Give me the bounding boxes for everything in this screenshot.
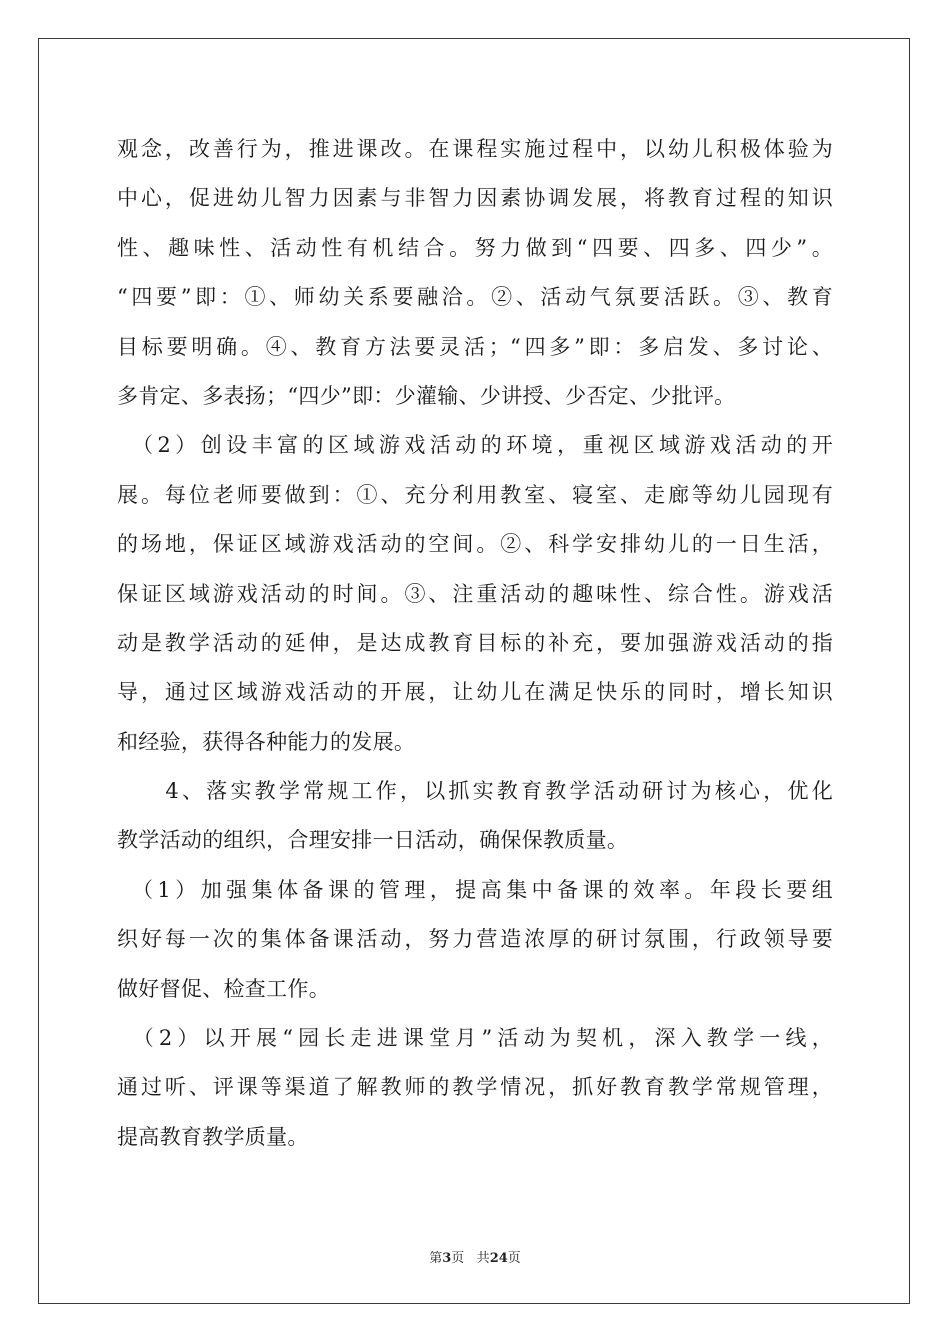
paragraph [117,125,833,421]
text-line: 4、落实教学常规工作，以抓实教育教学活动研讨为核心，优化 [117,779,833,804]
text-line: 通过听、评课等渠道了解教师的教学情况，抓好教育教学常规管理， [117,1075,833,1100]
paragraph [117,421,833,767]
text-line: 的场地，保证区域游戏活动的空间。②、科学安排幼儿的一日生活， [117,532,833,557]
page-prefix: 第 [429,1251,443,1266]
total-prefix: 共 [476,1251,490,1266]
text-line: 目标要明确。④、教育方法要灵活；“四多”即：多启发、多讨论、 [117,334,833,359]
page-footer [0,1247,950,1266]
text-line: 做好督促、检查工作。 [117,976,330,1001]
paragraph [117,1014,833,1162]
text-line: 多肯定、多表扬；“四少”即：少灌输、少讲授、少否定、少批评。 [117,383,736,408]
page-number: 3 [442,1251,452,1266]
paragraph [117,866,833,1014]
text-line: “四要”即：①、师幼关系要融洽。②、活动气氛要活跃。③、教育 [117,285,833,310]
text-line: 教学活动的组织，合理安排一日活动，确保保教质量。 [117,828,629,853]
text-line: 导，通过区域游戏活动的开展，让幼儿在满足快乐的同时，增长知识 [117,680,833,705]
total-suffix: 页 [507,1251,521,1266]
text-line: 提高教育教学质量。 [117,1124,309,1149]
text-line: 保证区域游戏活动的时间。③、注重活动的趣味性、综合性。游戏活 [117,581,833,606]
text-line: 观念，改善行为，推进课改。在课程实施过程中，以幼儿积极体验为 [117,137,833,161]
text-line: 动是教学活动的延伸，是达成教育目标的补充，要加强游戏活动的指 [117,630,833,655]
paragraph [117,767,833,866]
text-line: （2）创设丰富的区域游戏活动的环境，重视区域游戏活动的开 [117,433,833,458]
document-body [117,125,833,1162]
text-line: 展。每位老师要做到：①、充分利用教室、寝室、走廊等幼儿园现有 [117,482,833,507]
text-line: 和经验，获得各种能力的发展。 [117,729,416,754]
page-suffix: 页 [451,1251,465,1266]
text-line: （1）加强集体备课的管理，提高集中备课的效率。年段长要组 [117,877,833,902]
text-line: 中心，促进幼儿智力因素与非智力因素协调发展，将教育过程的知识 [117,186,833,211]
text-line: 性、趣味性、活动性有机结合。努力做到“四要、四多、四少”。 [117,235,833,260]
text-line: （2）以开展“园长走进课堂月”活动为契机，深入教学一线， [117,1026,833,1051]
total-pages: 24 [489,1251,508,1266]
text-line: 织好每一次的集体备课活动，努力营造浓厚的研讨氛围，行政领导要 [117,927,833,952]
